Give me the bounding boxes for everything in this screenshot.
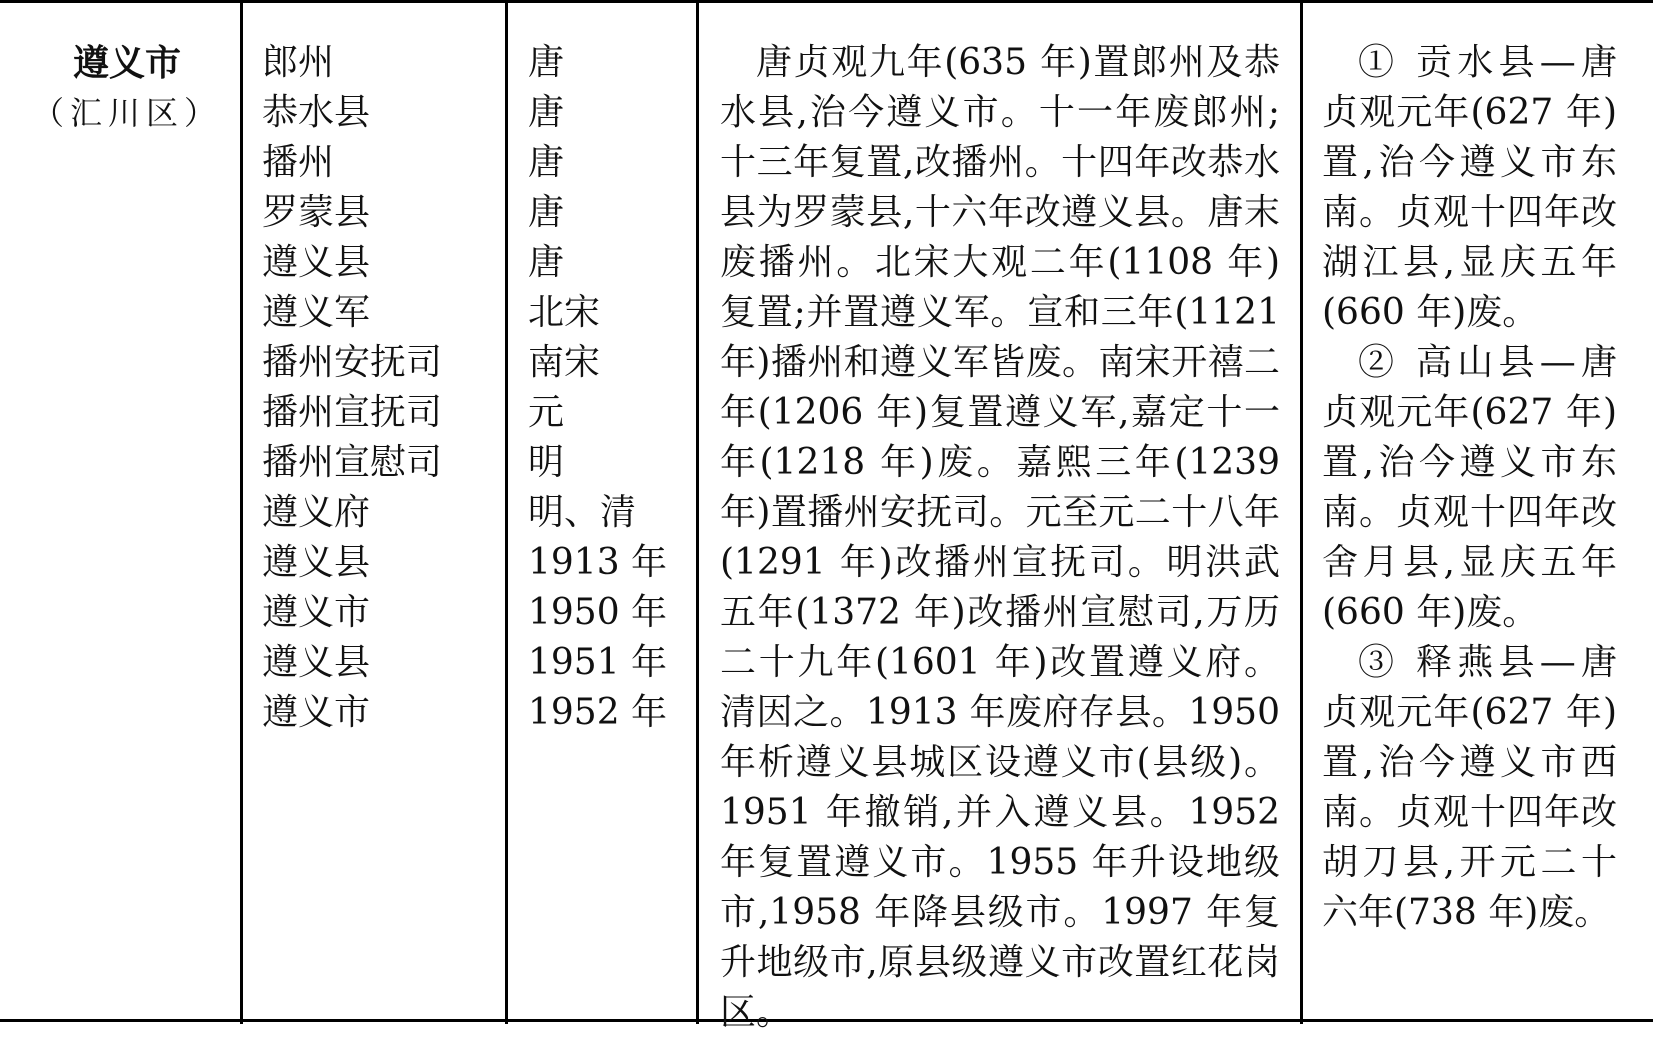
historical-name: 播州安抚司	[262, 342, 443, 383]
column-divider-4	[1300, 0, 1303, 1024]
period: 1950 年	[528, 592, 668, 633]
period: 唐	[528, 142, 565, 183]
period: 唐	[528, 242, 565, 283]
historical-name: 播州	[262, 142, 335, 183]
note-item: ② 高山县—唐贞观元年(627 年)置,治今遵义市东南。贞观十四年改舍月县,显庆五年(660 年)废。	[1322, 342, 1617, 633]
historical-name: 遵义县	[262, 242, 371, 283]
historical-name: 播州宣慰司	[262, 442, 443, 483]
historical-name: 遵义军	[262, 292, 371, 333]
period: 1952 年	[528, 692, 668, 733]
note-item: ③ 释燕县—唐贞观元年(627 年)置,治今遵义市西南。贞观十四年改胡刀县,开元二十六年(738 年)废。	[1322, 642, 1617, 933]
notes-cell	[1322, 38, 1617, 938]
historical-name: 郎州	[262, 42, 335, 83]
region-cell	[12, 38, 242, 138]
column-divider-2	[505, 0, 508, 1024]
historical-name: 恭水县	[262, 92, 371, 133]
periods-cell	[528, 38, 688, 738]
column-divider-3	[696, 0, 699, 1024]
period: 1913 年	[528, 542, 668, 583]
period: 明、清	[528, 492, 637, 533]
period: 唐	[528, 92, 565, 133]
historical-names-cell	[262, 38, 502, 738]
historical-name: 罗蒙县	[262, 192, 371, 233]
period: 南宋	[528, 342, 601, 383]
period: 明	[528, 442, 565, 483]
historical-name: 遵义市	[262, 692, 371, 733]
historical-name: 遵义市	[262, 592, 371, 633]
period: 1951 年	[528, 642, 668, 683]
column-divider-1	[240, 0, 243, 1024]
history-text: 唐贞观九年(635 年)置郎州及恭水县,治今遵义市。十一年废郎州;十三年复置,改播州。十四年改恭水县为罗蒙县,十六年改遵义县。唐末废播州。北宋大观二年(1108 年)复置;并置遵义军。宣和三年(1121 年)播州和遵义军皆废。南宋开禧二年(1206 年)复置遵义军,嘉定十一年(1218 年)废。嘉熙三年(1239 年)置播州安抚司。元至元二十八年(1291 年)改播州宣抚司。明洪武五年(1372 年)改播州宣慰司,万历二十九年(1601 年)改置遵义府。清因之。1913 年废府存县。1950 年析遵义县城区设遵义市(县级)。1951 年撤销,并入遵义县。1952 年复置遵义市。1955 年升设地级市,1958 年降县级市。1997 年复升地级市,原县级遵义市改置红花岗区。	[720, 42, 1280, 1033]
table-top-rule	[0, 0, 1653, 3]
period: 唐	[528, 192, 565, 233]
period: 北宋	[528, 292, 601, 333]
historical-name: 遵义县	[262, 642, 371, 683]
period: 元	[528, 392, 565, 433]
region-name: 遵义市	[72, 42, 181, 84]
historical-name: 播州宣抚司	[262, 392, 443, 433]
period: 唐	[528, 42, 565, 83]
note-item: ① 贡水县—唐贞观元年(627 年)置,治今遵义市东南。贞观十四年改湖江县,显庆五年(660 年)废。	[1322, 42, 1617, 333]
region-subtitle: （汇川区）	[31, 94, 222, 132]
historical-name: 遵义县	[262, 542, 371, 583]
historical-name: 遵义府	[262, 492, 371, 533]
